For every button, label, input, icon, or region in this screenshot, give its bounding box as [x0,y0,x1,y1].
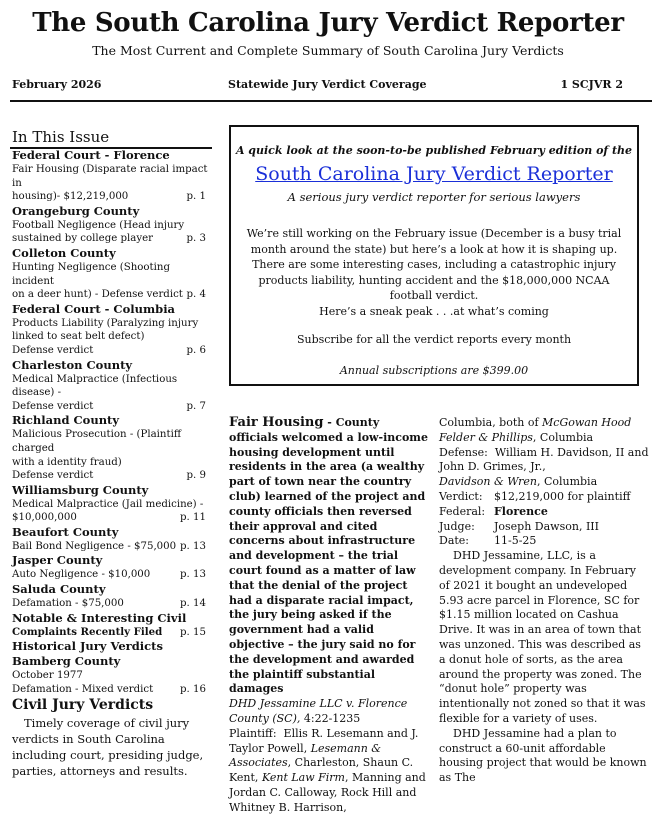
toc-description: Medical Malpractice (Infectious disease) - [12,373,178,399]
toc-court: Orangeburg County [12,203,140,218]
toc-court: Williamsburg County [12,482,149,497]
table-of-contents [12,148,212,696]
civil-description: Timely coverage of civil jury verdicts in South Carolina including court, presiding judge, parties, attorneys and results. [12,716,204,778]
toc-description: Football Negligence (Head injury [12,219,185,231]
promo-body: We’re still working on the February issue (December is a busy trial month around the state) but here’s a look at how it is shaping up. There are some interesting cases, including a catastrophic injury products liability, hunting accident and the $18,000,000 NCAA football verdict. Here’s a sneak peak . . .at what’s coming [246,227,622,318]
toc-court: Federal Court - Florence [12,148,170,162]
promo-lead: A quick look at the soon-to-be published February edition of the [235,144,633,157]
toc-description: Malicious Prosecution - (Plaintiff charged [12,429,182,454]
citation: 1 SCJVR 2 [560,78,623,91]
article-heading: Fair Housing [229,415,324,430]
toc-description: with a identity fraud) [12,456,122,468]
toc-court: Historical Jury Verdicts [12,639,163,654]
reporter-link[interactable]: South Carolina Jury Verdict Reporter [255,163,613,185]
article-column-1 [229,416,429,816]
toc-court: Charleston County [12,357,133,372]
verdict-row: Verdict: $12,219,000 for plaintiff [439,489,631,503]
coverage-label: Statewide Jury Verdict Coverage [228,78,427,91]
toc-entry: Bail Bond Negligence - $75,000 p. 13 [12,540,206,552]
article-paragraph: DHD Jessamine had a plan to construct a 60-unit affordable housing project that would be known as The [439,726,647,785]
header-rule [10,100,652,102]
masthead-title: The South Carolina Jury Verdict Reporter [32,8,624,38]
case-caption: DHD Jessamine LLC v. Florence County (SC), 4:22-1235 [229,697,408,725]
plaintiff-attorneys: Plaintiff: Ellis R. Lesemann and J. Taylor Powell, Lesemann & Associates, Charleston, Shaun C. Kent, Kent Law Firm, Manning and Jordan C. Calloway, Rock Hill and Whitney B. Harrison, [229,726,426,814]
toc-entry: Defense verdict p. 9 [12,470,206,482]
promo-box [229,125,639,386]
masthead-subtitle: The Most Current and Complete Summary of South Carolina Jury Verdicts [92,43,564,58]
promo-price: Annual subscriptions are $399.00 [339,364,529,377]
toc-entry: Complaints Recently Filed p. 15 [12,625,206,638]
defense-attorneys: Defense: William H. Davidson, II and John D. Grimes, Jr., Davidson & Wren, Columbia [439,445,649,489]
toc-entry: sustained by college player p. 3 [12,233,206,245]
article-paragraph: DHD Jessamine, LLC, is a development company. In February of 2021 it bought an undeveloped 5.93 acre parcel in Florence, SC for $1.15 million located on Cashua Drive. It was in an area of town that was unzoned. This was described as a donut hole of sorts, as the area around the property was zoned. The “donut hole” property was intentionally not zoned so that it was flexible for a variety of uses. [439,549,646,725]
toc-entry: Defense verdict p. 7 [12,400,206,412]
article-summary: Fair Housing - County officials welcomed a low-income housing development until residents in the area (a wealthy part of town near the country club) learned of the project and county officials then reversed their approval and cited concerns about infrastructure and development – the trial court found as a matter of law that the denial of the project had a disparate racial impact, the jury being asked if the government had a valid objective – the jury said no for the development and awarded the plaintiff substantial damages [229,415,428,696]
promo-tagline: A serious jury verdict reporter for serious lawyers [287,190,581,204]
court-row: Federal: Florence [439,504,548,518]
toc-description: Hunting Negligence (Shooting incident [12,261,170,287]
toc-heading: In This Issue [12,128,110,146]
toc-entry: housing)- $12,219,000 p. 1 [12,191,206,203]
toc-court: Richland County [12,413,120,428]
toc-description: October 1977 [12,670,83,682]
toc-entry: $10,000,000 p. 11 [12,512,206,524]
promo-subscribe: Subscribe for all the verdict reports every month [296,333,572,346]
toc-court: Bamberg County [12,654,121,669]
toc-entry: Auto Negligence - $10,000 p. 13 [12,569,206,581]
issue-date: February 2026 [12,78,102,91]
toc-description: Products Liability (Paralyzing injury [12,317,199,329]
toc-description: Fair Housing (Disparate racial impact in [12,164,208,189]
toc-court: Federal Court - Columbia [12,301,176,316]
toc-description: linked to seat belt defect) [12,331,145,343]
toc-court: Saluda County [12,582,106,597]
toc-description: Medical Malpractice (Jail medicine) - [12,498,204,510]
plaintiff-attorneys-cont: Columbia, both of McGowan Hood Felder & Phillips, Columbia [439,416,632,444]
civil-heading: Civil Jury Verdicts [12,697,154,713]
judge-row: Judge: Joseph Dawson, III [439,519,599,533]
toc-court: Beaufort County [12,524,119,539]
toc-court: Notable & Interesting Civil [12,610,187,625]
article-column-2 [439,416,649,786]
toc-entry: Defamation - $75,000 p. 14 [12,598,206,610]
toc-entry: on a deer hunt) - Defense verdict p. 4 [12,289,206,301]
toc-entry: Defamation - Mixed verdict p. 16 [12,683,206,695]
date-row: Date: 11-5-25 [439,534,537,548]
toc-court: Jasper County [12,553,103,568]
toc-court: Colleton County [12,245,116,260]
toc-entry: Defense verdict p. 6 [12,344,206,356]
